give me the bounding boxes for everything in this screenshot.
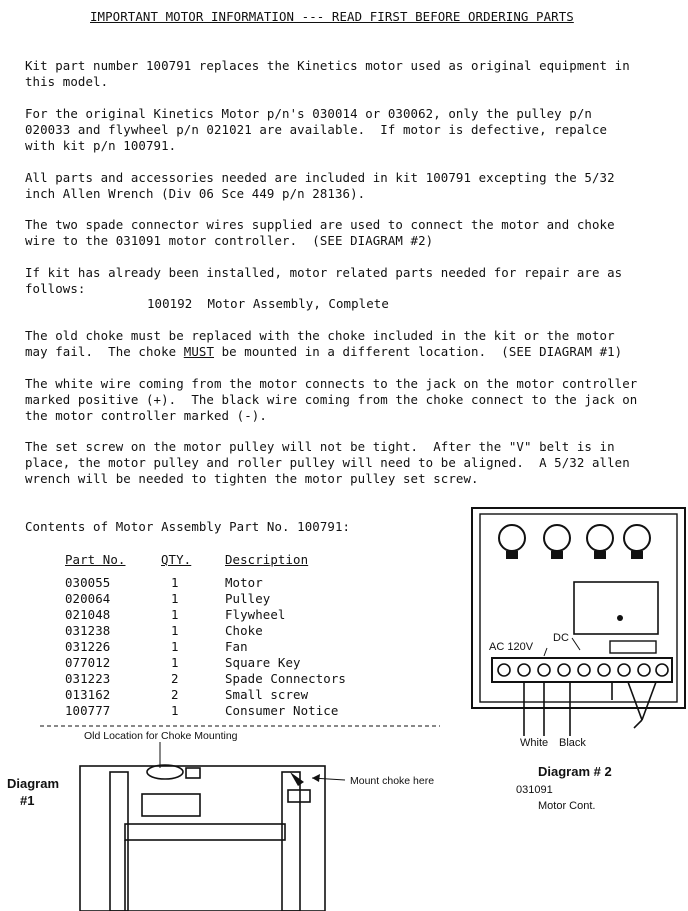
table-row — [0, 671, 400, 687]
qty-cell: 1 — [171, 655, 179, 670]
table-row — [0, 703, 400, 719]
parts-table-header — [0, 552, 400, 568]
diagram-1-title-line2: #1 — [20, 793, 35, 808]
old-choke-location — [147, 765, 183, 779]
qty-cell: 2 — [171, 671, 179, 686]
paragraph-accessories: All parts and accessories needed are included in kit 100791 excepting the 5/32 inch Allen Wrench (Div 06 Sce 449 p/n 28136). — [25, 170, 615, 201]
mount-choke-label: Mount choke here — [350, 775, 435, 787]
paragraph-set-screw: The set screw on the motor pulley will not be tight. After the "V" belt is in place, the motor pulley and roller pulley will need to be aligned. A 5/32 allen wrench will be needed to tighten the motor pulley set screw. — [25, 439, 630, 486]
black-wire-label: Black — [559, 737, 586, 749]
qty-cell: 1 — [171, 575, 179, 590]
ac-120v-label: AC 120V — [489, 641, 534, 653]
description-cell: Fan — [225, 639, 248, 654]
header-qty: QTY. — [161, 552, 192, 567]
part-number-cell: 031223 — [65, 671, 111, 686]
part-number-cell: 031238 — [65, 623, 111, 638]
diagram-2 — [462, 500, 688, 830]
qty-cell: 1 — [171, 639, 179, 654]
description-cell: Consumer Notice — [225, 703, 339, 718]
part-number-cell: 020064 — [65, 591, 111, 606]
dc-label: DC — [553, 632, 569, 644]
table-row — [0, 575, 400, 591]
qty-cell: 1 — [171, 703, 179, 718]
diagram-2-title: Diagram # 2 — [538, 764, 612, 779]
description-cell: Choke — [225, 623, 263, 638]
diagram-2-caption: Motor Cont. — [538, 800, 596, 812]
description-cell: Motor — [225, 575, 263, 590]
part-number-cell: 100777 — [65, 703, 111, 718]
table-row — [0, 591, 400, 607]
contents-heading: Contents of Motor Assembly Part No. 100791: — [25, 519, 351, 534]
repair-part-line: 100192 Motor Assembly, Complete — [147, 296, 389, 311]
qty-cell: 1 — [171, 607, 179, 622]
description-cell: Pulley — [225, 591, 271, 606]
paragraph-kit-replaces: Kit part number 100791 replaces the Kinetics motor used as original equipment in this model. — [25, 58, 630, 89]
description-cell: Flywheel — [225, 607, 286, 622]
capacitors — [499, 525, 650, 551]
qty-cell: 1 — [171, 591, 179, 606]
part-number-cell: 013162 — [65, 687, 111, 702]
table-row — [0, 655, 400, 671]
diagram-1-title-line1: Diagram — [7, 776, 60, 791]
frame-outline — [80, 766, 325, 911]
table-row — [0, 607, 400, 623]
part-number-cell: 030055 — [65, 575, 111, 590]
paragraph-spade-wires: The two spade connector wires supplied are used to connect the motor and choke wire to the 031091 motor controller. (SEE DIAGRAM #2) — [25, 217, 615, 248]
part-number-cell: 021048 — [65, 607, 111, 622]
header-description: Description — [225, 552, 309, 567]
must-emphasis: MUST — [183, 344, 215, 359]
paragraph-choke — [25, 328, 680, 360]
table-row — [0, 639, 400, 655]
paragraph-wires: The white wire coming from the motor connects to the jack on the motor controller marked positive (+). The black wire coming from the choke connect to the jack on the motor controller marked (-). — [25, 376, 638, 423]
white-wire-label: White — [520, 737, 549, 749]
part-number-cell: 077012 — [65, 655, 111, 670]
qty-cell: 1 — [171, 623, 179, 638]
paragraph-repair-parts: If kit has already been installed, motor related parts needed for repair are as follows: — [25, 265, 623, 296]
header-part-no: Part No. — [65, 552, 126, 567]
choke-text: The old choke must be replaced with the choke included in the kit or the motor may fail. The choke — [25, 328, 615, 359]
motor-block — [142, 794, 200, 816]
paragraph-original-motor: For the original Kinetics Motor p/n's 030014 or 030062, only the pulley p/n 020033 and flywheel p/n 021021 are available. If motor is defective, repalce with kit p/n 100791. — [25, 106, 608, 153]
old-location-label: Old Location for Choke Mounting — [84, 730, 238, 742]
description-cell: Spade Connectors — [225, 671, 346, 686]
table-row — [0, 687, 400, 703]
page-title: IMPORTANT MOTOR INFORMATION --- READ FIRST BEFORE ORDERING PARTS — [90, 9, 574, 24]
new-choke-location — [288, 790, 310, 802]
description-cell: Square Key — [225, 655, 301, 670]
table-row — [0, 623, 400, 639]
qty-cell: 2 — [171, 687, 179, 702]
diagram-2-part-number: 031091 — [516, 784, 553, 796]
description-cell: Small screw — [225, 687, 309, 702]
diagram-1 — [0, 720, 470, 911]
choke-text-tail: be mounted in a different location. (SEE DIAGRAM #1) — [214, 344, 623, 359]
relay-board — [574, 582, 658, 634]
part-number-cell: 031226 — [65, 639, 111, 654]
